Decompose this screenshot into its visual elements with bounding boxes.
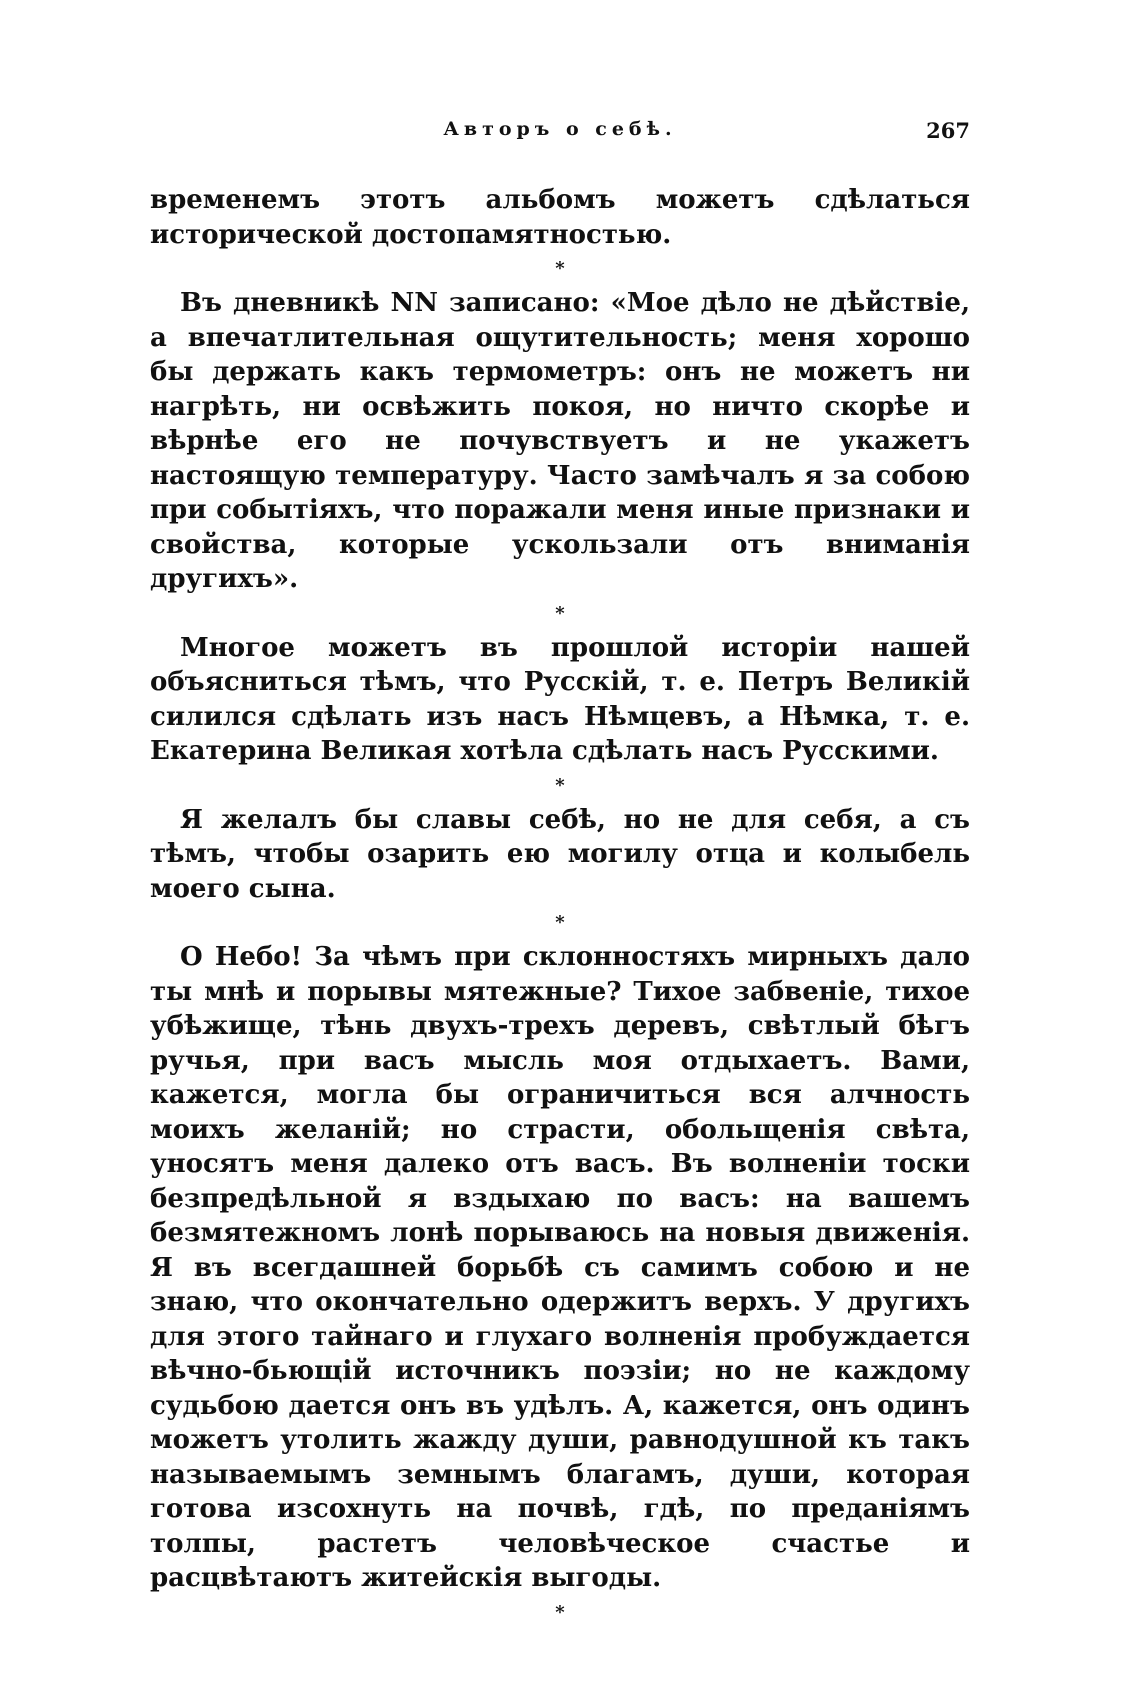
page-number: 267 bbox=[926, 118, 970, 143]
paragraph: Въ дневникѣ NN записано: «Мое дѣло не дѣйствіе, а впечатлительная ощутительность; меня хорошо бы держать какъ термометръ: онъ не можетъ ни нагрѣть, ни освѣжить покоя, но ничто скорѣе и вѣрнѣе его не почувствуетъ и не укажетъ настоящую температуру. Часто замѣчалъ я за собою при событіяхъ, что поражали меня иные признаки и свойства, которые ускользали отъ вниманія другихъ». bbox=[150, 288, 970, 594]
paragraph: Я желалъ бы славы себѣ, но не для себя, а съ тѣмъ, чтобы озарить ею могилу отца и колыбель моего сына. bbox=[150, 804, 970, 904]
section-separator: * bbox=[555, 912, 565, 933]
section-separator: * bbox=[555, 1601, 565, 1623]
section-separator: * bbox=[555, 774, 565, 796]
section-separator: * bbox=[555, 258, 565, 279]
paragraph: О Небо! За чѣмъ при склонностяхъ мирныхъ дало ты мнѣ и порывы мятежные? Тихое забвеніе, тихое убѣжище, тѣнь двухъ-трехъ деревъ, свѣтлый бѣгъ ручья, при васъ мысль моя отдыхаетъ. Вами, кажется, могла бы ограничиться вся алчность моихъ желаній; но страсти, обольщенія свѣта, уносятъ меня далеко отъ васъ. Въ волненіи тоски безпредѣльной я вздыхаю по васъ: на вашемъ безмятежномъ лонѣ порываюсь на новыя движенія. Я въ всегдашней борьбѣ съ самимъ собою и не знаю, что окончательно одержитъ верхъ. У другихъ для этого тайнаго и глухаго волненія пробуждается вѣчно-бьющій источникъ поэзіи; но не каждому судьбою дается онъ въ удѣлъ. А, кажется, онъ одинъ можетъ утолить жажду души, равнодушной къ такъ называемымъ земнымъ благамъ, души, которая готова изсохнуть на почвѣ, гдѣ, по преданіямъ толпы, растетъ человѣческое счастье и расцвѣтаютъ житейскія выгоды. bbox=[150, 942, 970, 1593]
section-separator: * bbox=[555, 602, 565, 624]
body-text bbox=[150, 183, 970, 1630]
paragraph: Многое можетъ въ прошлой исторіи нашей объясниться тѣмъ, что Русскій, т. е. Петръ Великій силился сдѣлать изъ насъ Нѣмцевъ, а Нѣмка, т. е. Екатерина Великая хотѣла сдѣлать насъ Русскими. bbox=[150, 632, 970, 766]
running-header bbox=[150, 118, 970, 148]
paragraph: временемъ этотъ альбомъ можетъ сдѣлаться исторической достопамятностью. bbox=[150, 185, 970, 250]
running-title: Авторъ о себѣ. bbox=[443, 118, 677, 140]
